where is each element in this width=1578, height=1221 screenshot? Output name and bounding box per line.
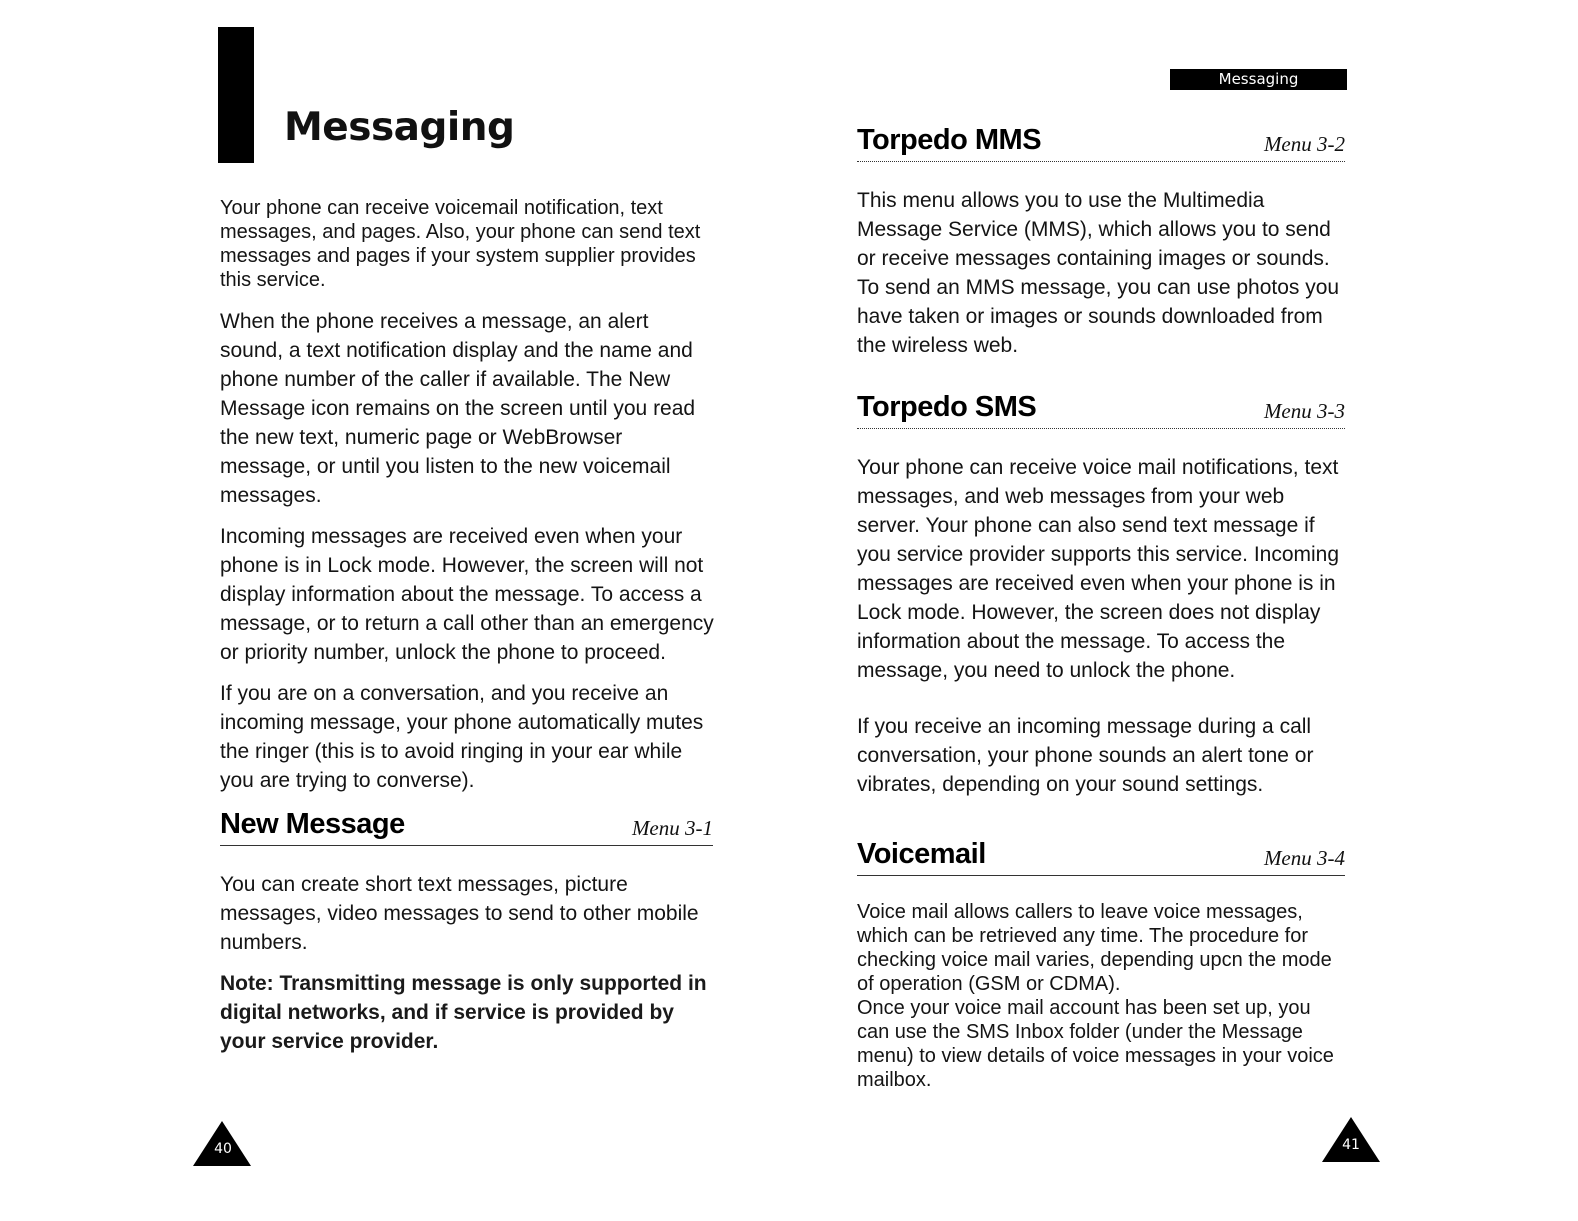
note-text: Transmitting message is only supported in digital networks, and if service is provided by your service provider. — [220, 972, 707, 1053]
torpedo-mms-body: This menu allows you to use the Multimedia Message Service (MMS), which allows you to send or receive messages containing images or sounds. To send an MMS message, you can use photos you have taken or images or sounds downloaded from the wireless web. — [857, 189, 1340, 357]
torpedo-sms-title: Torpedo SMS — [857, 391, 1037, 423]
voicemail-title: Voicemail — [857, 838, 986, 870]
voicemail-menu-ref: Menu 3-4 — [1263, 846, 1345, 870]
torpedo-sms-menu-ref: Menu 3-3 — [1263, 399, 1345, 423]
page-number-right-text: 41 — [1342, 1137, 1360, 1153]
intro-paragraph-3: Incoming messages are received even when your phone is in Lock mode. However, the screen will not display information about the message. To access a message, or to return a call other than an emergency or priority number, unlock the phone to proceed. — [220, 525, 714, 664]
note-label: Note: — [220, 972, 274, 995]
voicemail-header — [857, 838, 1345, 876]
new-message-body: You can create short text messages, picture messages, video messages to send to other mobile numbers. — [220, 873, 699, 954]
torpedo-mms-title: Torpedo MMS — [857, 124, 1042, 156]
intro-paragraph-1: Your phone can receive voicemail notification, text messages, and pages. Also, your phone can send text messages and pages if your system supplier provides this service. — [220, 197, 701, 291]
new-message-note — [220, 969, 713, 1056]
new-message-menu-ref: Menu 3-1 — [631, 816, 713, 840]
new-message-header — [220, 808, 713, 846]
chapter-title: Messaging — [284, 105, 515, 150]
page-number-left-text: 40 — [214, 1141, 232, 1157]
intro-paragraph-2: When the phone receives a message, an alert sound, a text notification display and the name and phone number of the caller if available. The New Message icon remains on the screen until you read the new text, numeric page or WebBrowser message, or until you listen to the new voicemail messages. — [220, 310, 696, 507]
torpedo-sms-body-2: If you receive an incoming message during a call conversation, your phone sounds an alert tone or vibrates, depending on your sound settings. — [857, 715, 1314, 796]
torpedo-mms-menu-ref: Menu 3-2 — [1263, 132, 1345, 156]
voicemail-section — [857, 838, 1345, 1092]
torpedo-mms-section — [857, 124, 1345, 360]
torpedo-sms-section — [857, 391, 1345, 799]
intro-section — [220, 196, 716, 795]
page-number-left — [193, 1121, 251, 1166]
voicemail-body-2: Once your voice mail account has been set up, you can use the SMS Inbox folder (under the Message menu) to view details of voice messages in your voice mailbox. — [857, 997, 1334, 1091]
new-message-section — [220, 808, 713, 1056]
torpedo-sms-header — [857, 391, 1345, 429]
torpedo-sms-body-1: Your phone can receive voice mail notifications, text messages, and web messages from your web server. Your phone can also send text message if you service provider supports this service. Incoming messages are received even when your phone is in Lock mode. However, the screen does not display information about the message. To access the message, you need to unlock the phone. — [857, 456, 1340, 682]
page-number-right — [1322, 1117, 1380, 1162]
torpedo-mms-header — [857, 124, 1345, 162]
intro-paragraph-4: If you are on a conversation, and you receive an incoming message, your phone automatically mutes the ringer (this is to avoid ringing in your ear while you are trying to converse). — [220, 682, 704, 792]
voicemail-body-1: Voice mail allows callers to leave voice messages, which can be retrieved any time. The procedure for checking voice mail varies, depending upcn the mode of operation (GSM or CDMA). — [857, 901, 1332, 995]
section-header-tab: Messaging — [1170, 69, 1347, 90]
new-message-title: New Message — [220, 808, 405, 840]
chapter-marker-bar — [218, 27, 254, 163]
